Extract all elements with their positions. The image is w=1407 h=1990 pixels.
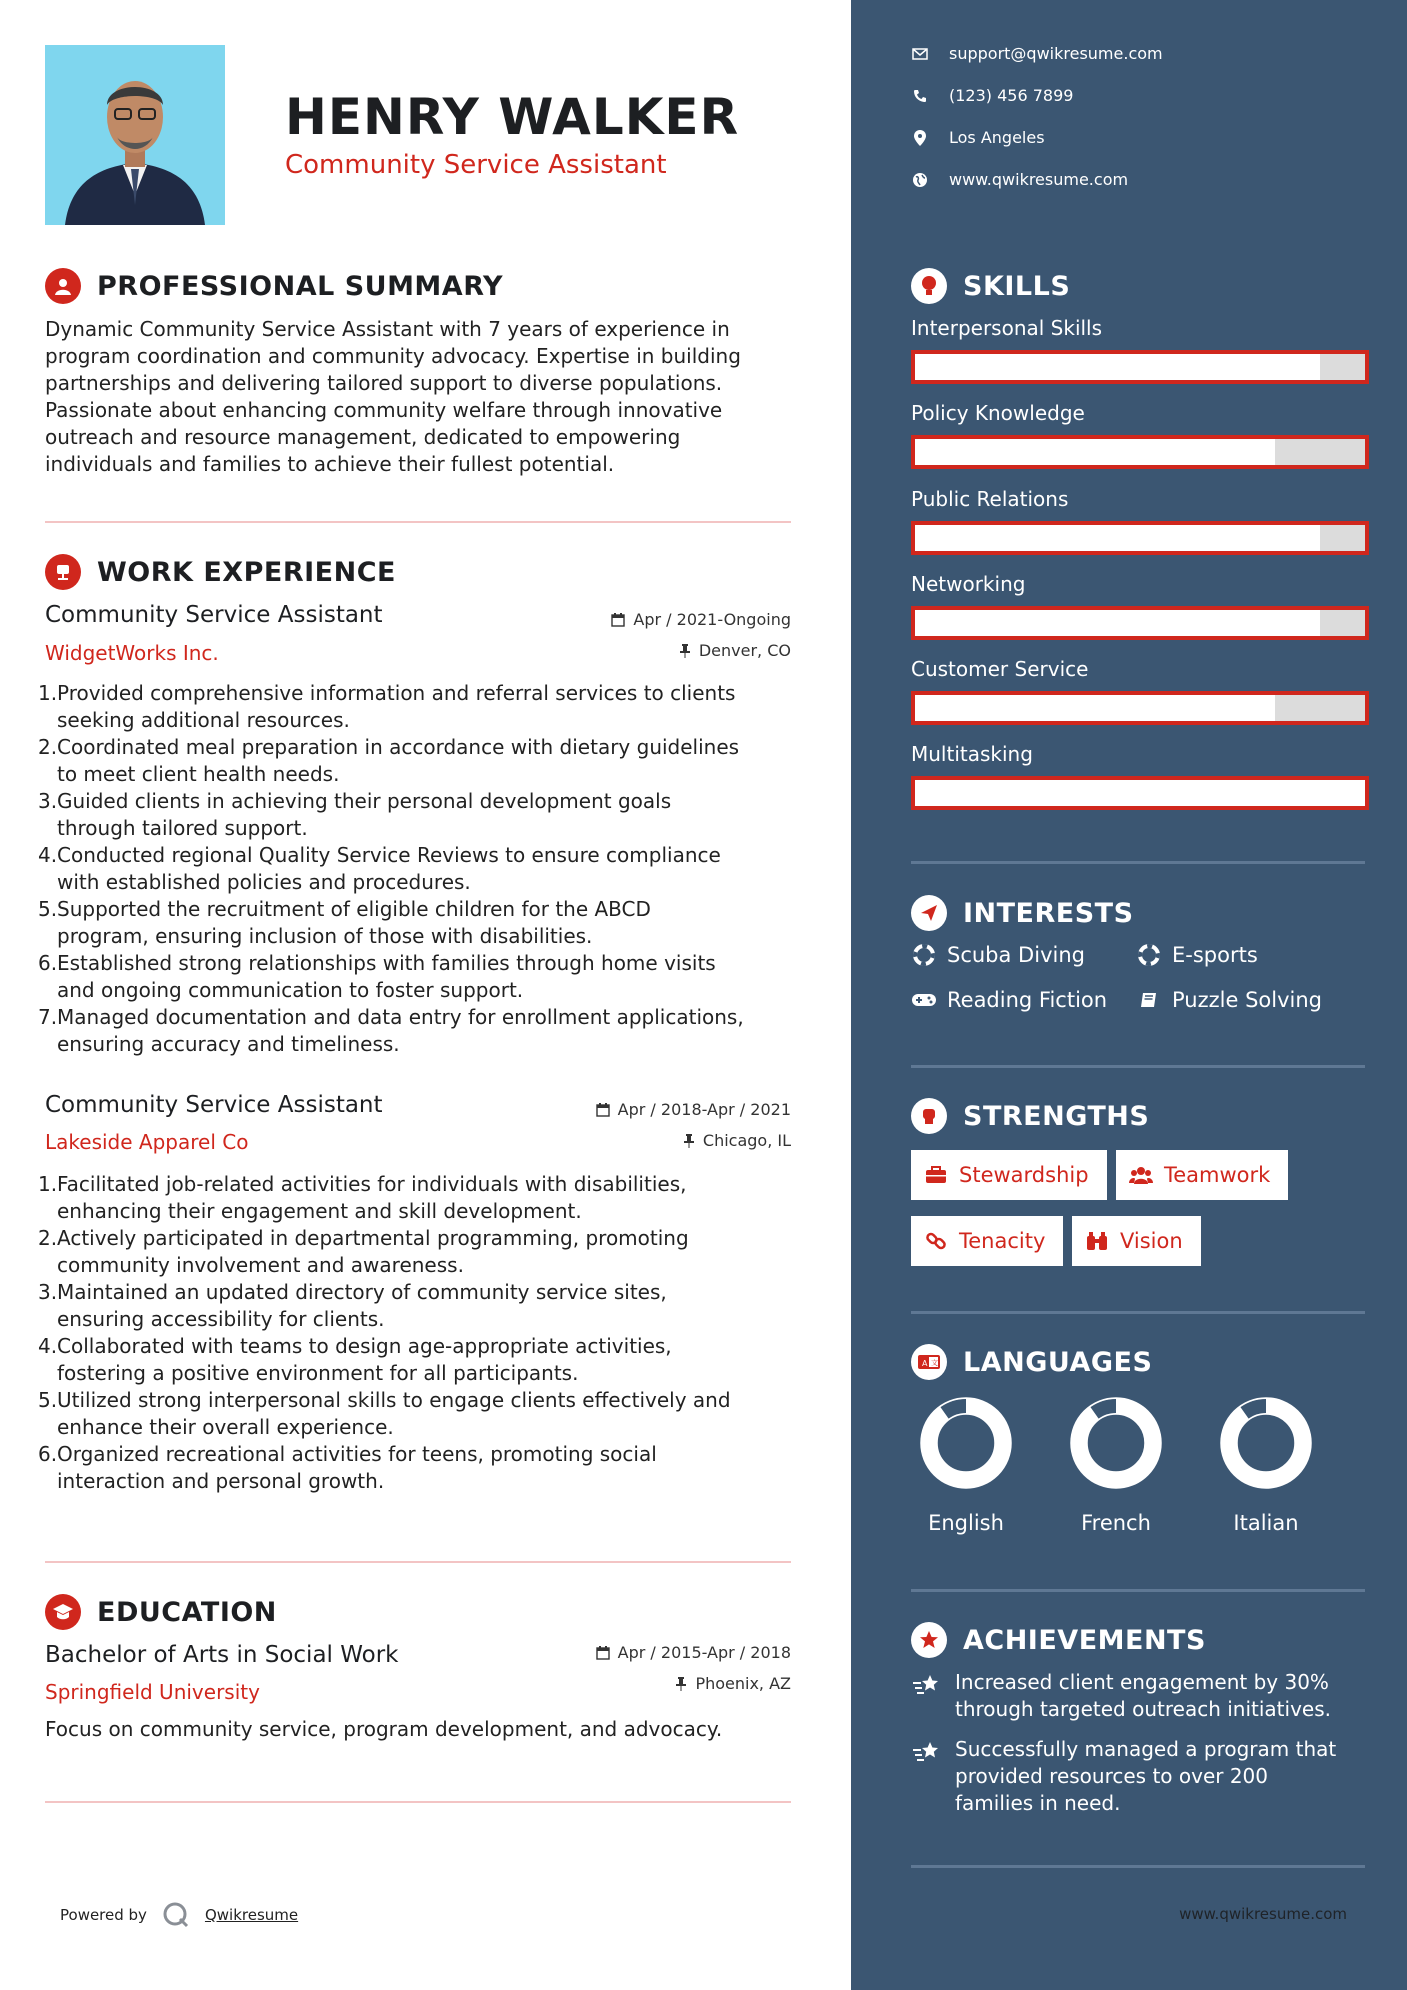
skill-label: Networking (911, 572, 1026, 596)
interest-item (911, 987, 1107, 1013)
list-item: 1. Provided comprehensive information and referral services to clients seeking additional resources. (38, 681, 736, 732)
skill-label: Multitasking (911, 742, 1033, 766)
list-item: 1. Facilitated job-related activities for individuals with disabilities, enhancing their engagement and skill development. (38, 1172, 687, 1223)
skill-bar (911, 776, 1369, 810)
strength-badge (1116, 1150, 1288, 1200)
list-item: 7. Managed documentation and data entry for enrollment applications, ensuring accuracy and timeliness. (38, 1005, 744, 1056)
language-ring (918, 1395, 1014, 1491)
school-name: Springfield University (45, 1680, 260, 1704)
summary-title: PROFESSIONAL SUMMARY (97, 270, 504, 302)
skill-label: Customer Service (911, 657, 1089, 681)
pin-icon (675, 1677, 687, 1691)
pin-icon (679, 644, 691, 658)
contact-email[interactable] (911, 44, 1163, 63)
language-ring-track (1229, 1406, 1303, 1480)
globe-icon (911, 171, 929, 189)
experience-title: WORK EXPERIENCE (97, 556, 396, 588)
svg-text:文: 文 (931, 1359, 938, 1367)
summary-line: individuals and families to achieve their fullest potential. (45, 452, 615, 476)
section-divider (45, 1801, 791, 1803)
languages-header (911, 1344, 1152, 1380)
users-icon (1128, 1162, 1154, 1188)
skills-header (911, 268, 1070, 304)
fist-icon (911, 1098, 947, 1134)
education-date (540, 1643, 791, 1662)
interest-item (911, 942, 1085, 968)
skill-bar-fill (915, 610, 1320, 636)
summary-line: program coordination and community advocacy. Expertise in building (45, 344, 741, 368)
contact-phone[interactable] (911, 86, 1073, 105)
language-ring (1068, 1395, 1164, 1491)
skill-bar (911, 350, 1369, 384)
briefcase-icon (45, 554, 81, 590)
education-description: Focus on community service, program development, and advocacy. (45, 1717, 723, 1741)
job-meta (540, 610, 791, 660)
job-date (540, 1100, 791, 1119)
language-name: English (928, 1511, 1004, 1535)
user-icon (45, 268, 81, 304)
section-divider (45, 521, 791, 523)
summary-line: outreach and resource management, dedicated to empowering (45, 425, 681, 449)
education-date-text: Apr / 2015-Apr / 2018 (617, 1643, 791, 1662)
job-title: Community Service Assistant (45, 602, 383, 628)
language-item (911, 1395, 1021, 1535)
language-name: French (1081, 1511, 1151, 1535)
strength-badge (911, 1150, 1107, 1200)
list-item: 2. Actively participated in departmental programming, promoting community involvement and awareness. (38, 1226, 689, 1277)
job-date (540, 610, 791, 629)
strengths-title: STRENGTHS (963, 1100, 1150, 1132)
calendar-icon (596, 1646, 610, 1660)
section-divider (911, 861, 1365, 864)
interest-label: E-sports (1172, 943, 1258, 967)
calendar-icon (611, 613, 625, 627)
achievement-line: through targeted outreach initiatives. (955, 1697, 1331, 1721)
job-bullets (38, 1171, 805, 1495)
life-ring-icon (1136, 942, 1162, 968)
education-meta (540, 1643, 791, 1693)
contact-location-text: Los Angeles (949, 128, 1045, 147)
section-divider (911, 1065, 1365, 1068)
education-location-text: Phoenix, AZ (695, 1674, 791, 1693)
strength-label: Stewardship (959, 1163, 1089, 1187)
list-item: 6. Organized recreational activities for teens, promoting social interaction and personal growth. (38, 1442, 657, 1493)
link-icon (923, 1228, 949, 1254)
job-location (540, 641, 791, 660)
strength-badge (911, 1216, 1063, 1266)
interests-header (911, 895, 1134, 931)
job-company: WidgetWorks Inc. (45, 641, 219, 665)
job-date-text: Apr / 2018-Apr / 2021 (617, 1100, 791, 1119)
svg-text:A: A (922, 1359, 928, 1368)
interest-item (1136, 942, 1258, 968)
calendar-icon (596, 1103, 610, 1117)
list-item: 5. Supported the recruitment of eligible children for the ABCD program, ensuring inclusion of those with disabilities. (38, 897, 651, 948)
skill-label: Policy Knowledge (911, 401, 1085, 425)
language-item (1061, 1395, 1171, 1535)
skill-bar-fill (915, 354, 1320, 380)
skill-label: Public Relations (911, 487, 1069, 511)
interests-title: INTERESTS (963, 897, 1134, 929)
list-item: 6. Established strong relationships with families through home visits and ongoing communication to foster support. (38, 951, 716, 1002)
contact-email-text: support@qwikresume.com (949, 44, 1163, 63)
summary-header (45, 268, 503, 304)
skill-bar (911, 691, 1369, 725)
section-divider (911, 1311, 1365, 1314)
paper-plane-icon (911, 895, 947, 931)
section-divider (45, 1561, 791, 1563)
achievement-line: provided resources to over 200 (955, 1764, 1269, 1788)
qwikresume-logo-icon (161, 1900, 191, 1930)
skill-bar (911, 435, 1369, 469)
skill-bar (911, 606, 1369, 640)
job-meta (540, 1100, 791, 1150)
job-company: Lakeside Apparel Co (45, 1130, 249, 1154)
job-date-text: Apr / 2021-Ongoing (633, 610, 791, 629)
skill-bar-fill (915, 439, 1275, 465)
contact-phone-text: (123) 456 7899 (949, 86, 1074, 105)
phone-icon (911, 87, 929, 105)
shooting-star-icon (911, 1736, 943, 1768)
book-icon (1136, 987, 1162, 1013)
strength-label: Tenacity (959, 1229, 1046, 1253)
list-item: 4. Conducted regional Quality Service Reviews to ensure compliance with established policies and procedures. (38, 843, 721, 894)
gamepad-icon (911, 987, 937, 1013)
list-item: 4. Collaborated with teams to design age-appropriate activities, fostering a positive environment for all participants. (38, 1334, 672, 1385)
powered-by-label: Powered by (60, 1906, 147, 1924)
list-item: 3. Maintained an updated directory of community service sites, ensuring accessibility for clients. (38, 1280, 667, 1331)
candidate-role: Community Service Assistant (285, 150, 667, 180)
summary-line: Passionate about enhancing community welfare through innovative (45, 398, 723, 422)
skill-bar-fill (915, 780, 1365, 806)
language-ring (1218, 1395, 1314, 1491)
strengths-header (911, 1098, 1149, 1134)
skills-title: SKILLS (963, 270, 1071, 302)
list-item: 3. Guided clients in achieving their personal development goals through tailored support. (38, 789, 672, 840)
degree-title: Bachelor of Arts in Social Work (45, 1642, 399, 1668)
strength-label: Vision (1120, 1229, 1183, 1253)
education-title: EDUCATION (97, 1596, 277, 1628)
powered-by (60, 1900, 298, 1930)
skill-bar (911, 521, 1369, 555)
pin-icon (683, 1134, 695, 1148)
section-divider (911, 1865, 1365, 1868)
strength-label: Teamwork (1164, 1163, 1271, 1187)
education-location (540, 1674, 791, 1693)
interest-label: Puzzle Solving (1172, 988, 1322, 1012)
experience-header (45, 554, 396, 590)
job-location (540, 1131, 791, 1150)
achievement-item (911, 1736, 1371, 1817)
section-divider (911, 1589, 1365, 1592)
sidebar (851, 0, 1407, 1990)
lightbulb-icon (911, 268, 947, 304)
list-item: 5. Utilized strong interpersonal skills to engage clients effectively and enhance their overall experience. (38, 1388, 731, 1439)
achievements-header (911, 1622, 1206, 1658)
job-bullets (38, 680, 805, 1058)
candidate-name: HENRY WALKER (285, 88, 740, 146)
languages-title: LANGUAGES (963, 1346, 1153, 1378)
language-icon (911, 1344, 947, 1380)
qwikresume-link[interactable]: Qwikresume (204, 1906, 299, 1924)
achievement-item (911, 1669, 1371, 1723)
language-item (1211, 1395, 1321, 1535)
life-ring-icon (911, 942, 937, 968)
envelope-icon (911, 45, 929, 63)
job-location-text: Denver, CO (698, 641, 791, 660)
language-ring-track (1079, 1406, 1153, 1480)
achievements-title: ACHIEVEMENTS (963, 1624, 1206, 1656)
briefcase-icon (923, 1162, 949, 1188)
language-ring-track (929, 1406, 1003, 1480)
contact-website-text: www.qwikresume.com (949, 170, 1129, 189)
shooting-star-icon (911, 1669, 943, 1701)
interest-label: Reading Fiction (947, 988, 1108, 1012)
binoculars-icon (1084, 1228, 1110, 1254)
map-marker-icon (911, 129, 929, 147)
summary-line: Dynamic Community Service Assistant with 7 years of experience in (45, 317, 730, 341)
star-icon (911, 1622, 947, 1658)
graduation-cap-icon (45, 1594, 81, 1630)
job-location-text: Chicago, IL (702, 1131, 791, 1150)
achievement-line: families in need. (955, 1791, 1121, 1815)
job-title: Community Service Assistant (45, 1092, 383, 1118)
language-name: Italian (1233, 1511, 1299, 1535)
list-item: 2. Coordinated meal preparation in accordance with dietary guidelines to meet client health needs. (38, 735, 740, 786)
skill-label: Interpersonal Skills (911, 316, 1103, 340)
summary-text (45, 316, 795, 478)
achievement-line: Increased client engagement by 30% (955, 1670, 1329, 1694)
education-header (45, 1594, 277, 1630)
strength-badge (1072, 1216, 1201, 1266)
achievement-line: Successfully managed a program that (955, 1737, 1337, 1761)
summary-line: partnerships and delivering tailored support to diverse populations. (45, 371, 723, 395)
contact-location (911, 128, 1045, 147)
skill-bar-fill (915, 695, 1275, 721)
contact-website[interactable] (911, 170, 1128, 189)
skill-bar-fill (915, 525, 1320, 551)
interest-item (1136, 987, 1322, 1013)
interest-label: Scuba Diving (947, 943, 1085, 967)
footer-website[interactable]: www.qwikresume.com (1179, 1905, 1347, 1923)
profile-photo (45, 45, 225, 225)
